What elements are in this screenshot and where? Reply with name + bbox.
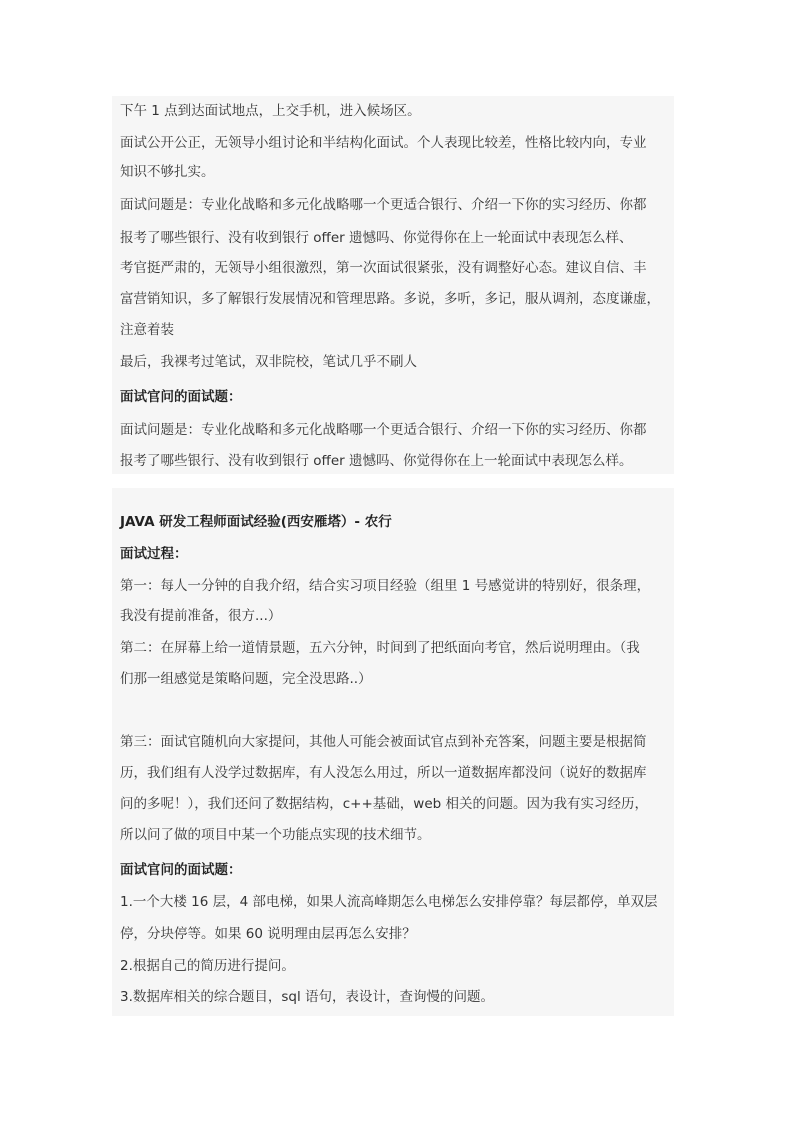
question-line: 停，分块停等。如果 60 说明理由层再怎么安排？ [120, 926, 416, 942]
question-line: 面试问题是：专业化战略和多元化战略哪一个更适合银行、介绍一下你的实习经历、你都 [120, 422, 647, 438]
process-line: 们那一组感觉是策略问题，完全没思路..） [120, 671, 372, 687]
process-line: 第三：面试官随机向大家提问，其他人可能会被面试官点到补充答案，问题主要是根据简 [120, 734, 647, 750]
question-line: 2.根据自己的简历进行提问。 [120, 958, 295, 974]
paragraph-line: 富营销知识，多了解银行发展情况和管理思路。多说，多听，多记，服从调剂，态度谦虚， [120, 291, 660, 307]
question-line: 报考了哪些银行、没有收到银行 offer 遗憾吗、你觉得你在上一轮面试中表现怎么样。 [120, 453, 633, 469]
process-line: 所以问了做的项目中某一个功能点实现的技术细节。 [120, 827, 431, 843]
process-line: 问的多呢！），我们还问了数据结构，c++基础，web 相关的问题。因为我有实习经历， [120, 796, 649, 812]
question-line: 1.一个大楼 16 层，4 部电梯，如果人流高峰期怎么电梯怎么安排停靠？每层都停，单双层 [120, 894, 658, 910]
section-1-background [112, 96, 674, 474]
paragraph-line: 报考了哪些银行、没有收到银行 offer 遗憾吗、你觉得你在上一轮面试中表现怎么样、 [120, 230, 633, 246]
paragraph-line: 下午 1 点到达面试地点，上交手机，进入候场区。 [120, 103, 421, 119]
paragraph-line: 面试公开公正，无领导小组讨论和半结构化面试。个人表现比较差，性格比较内向，专业 [120, 135, 647, 151]
process-line: 我没有提前准备，很方...） [120, 608, 282, 624]
paragraph-line: 面试问题是：专业化战略和多元化战略哪一个更适合银行、介绍一下你的实习经历、你都 [120, 197, 647, 213]
process-line: 第一：每人一分钟的自我介绍，结合实习项目经验（组里 1 号感觉讲的特别好，很条理， [120, 578, 651, 594]
questions-heading: 面试官问的面试题： [120, 862, 242, 878]
process-line: 第二：在屏幕上给一道情景题，五六分钟，时间到了把纸面向考官，然后说明理由。（我 [120, 640, 640, 656]
paragraph-line: 最后，我裸考过笔试，双非院校，笔试几乎不刷人 [120, 354, 417, 370]
process-heading: 面试过程： [120, 546, 188, 562]
section-title: JAVA 研发工程师面试经验(西安雁塔）- 农行 [120, 514, 392, 530]
process-line: 历，我们组有人没学过数据库，有人没怎么用过，所以一道数据库都没问（说好的数据库 [120, 765, 647, 781]
question-line: 3.数据库相关的综合题目，sql 语句，表设计，查询慢的问题。 [120, 989, 495, 1005]
paragraph-line: 考官挺严肃的，无领导小组很激烈，第一次面试很紧张，没有调整好心态。建议自信、丰 [120, 260, 647, 276]
questions-heading: 面试官问的面试题： [120, 389, 242, 405]
paragraph-line: 注意着装 [120, 322, 174, 338]
paragraph-line: 知识不够扎实。 [120, 164, 215, 180]
